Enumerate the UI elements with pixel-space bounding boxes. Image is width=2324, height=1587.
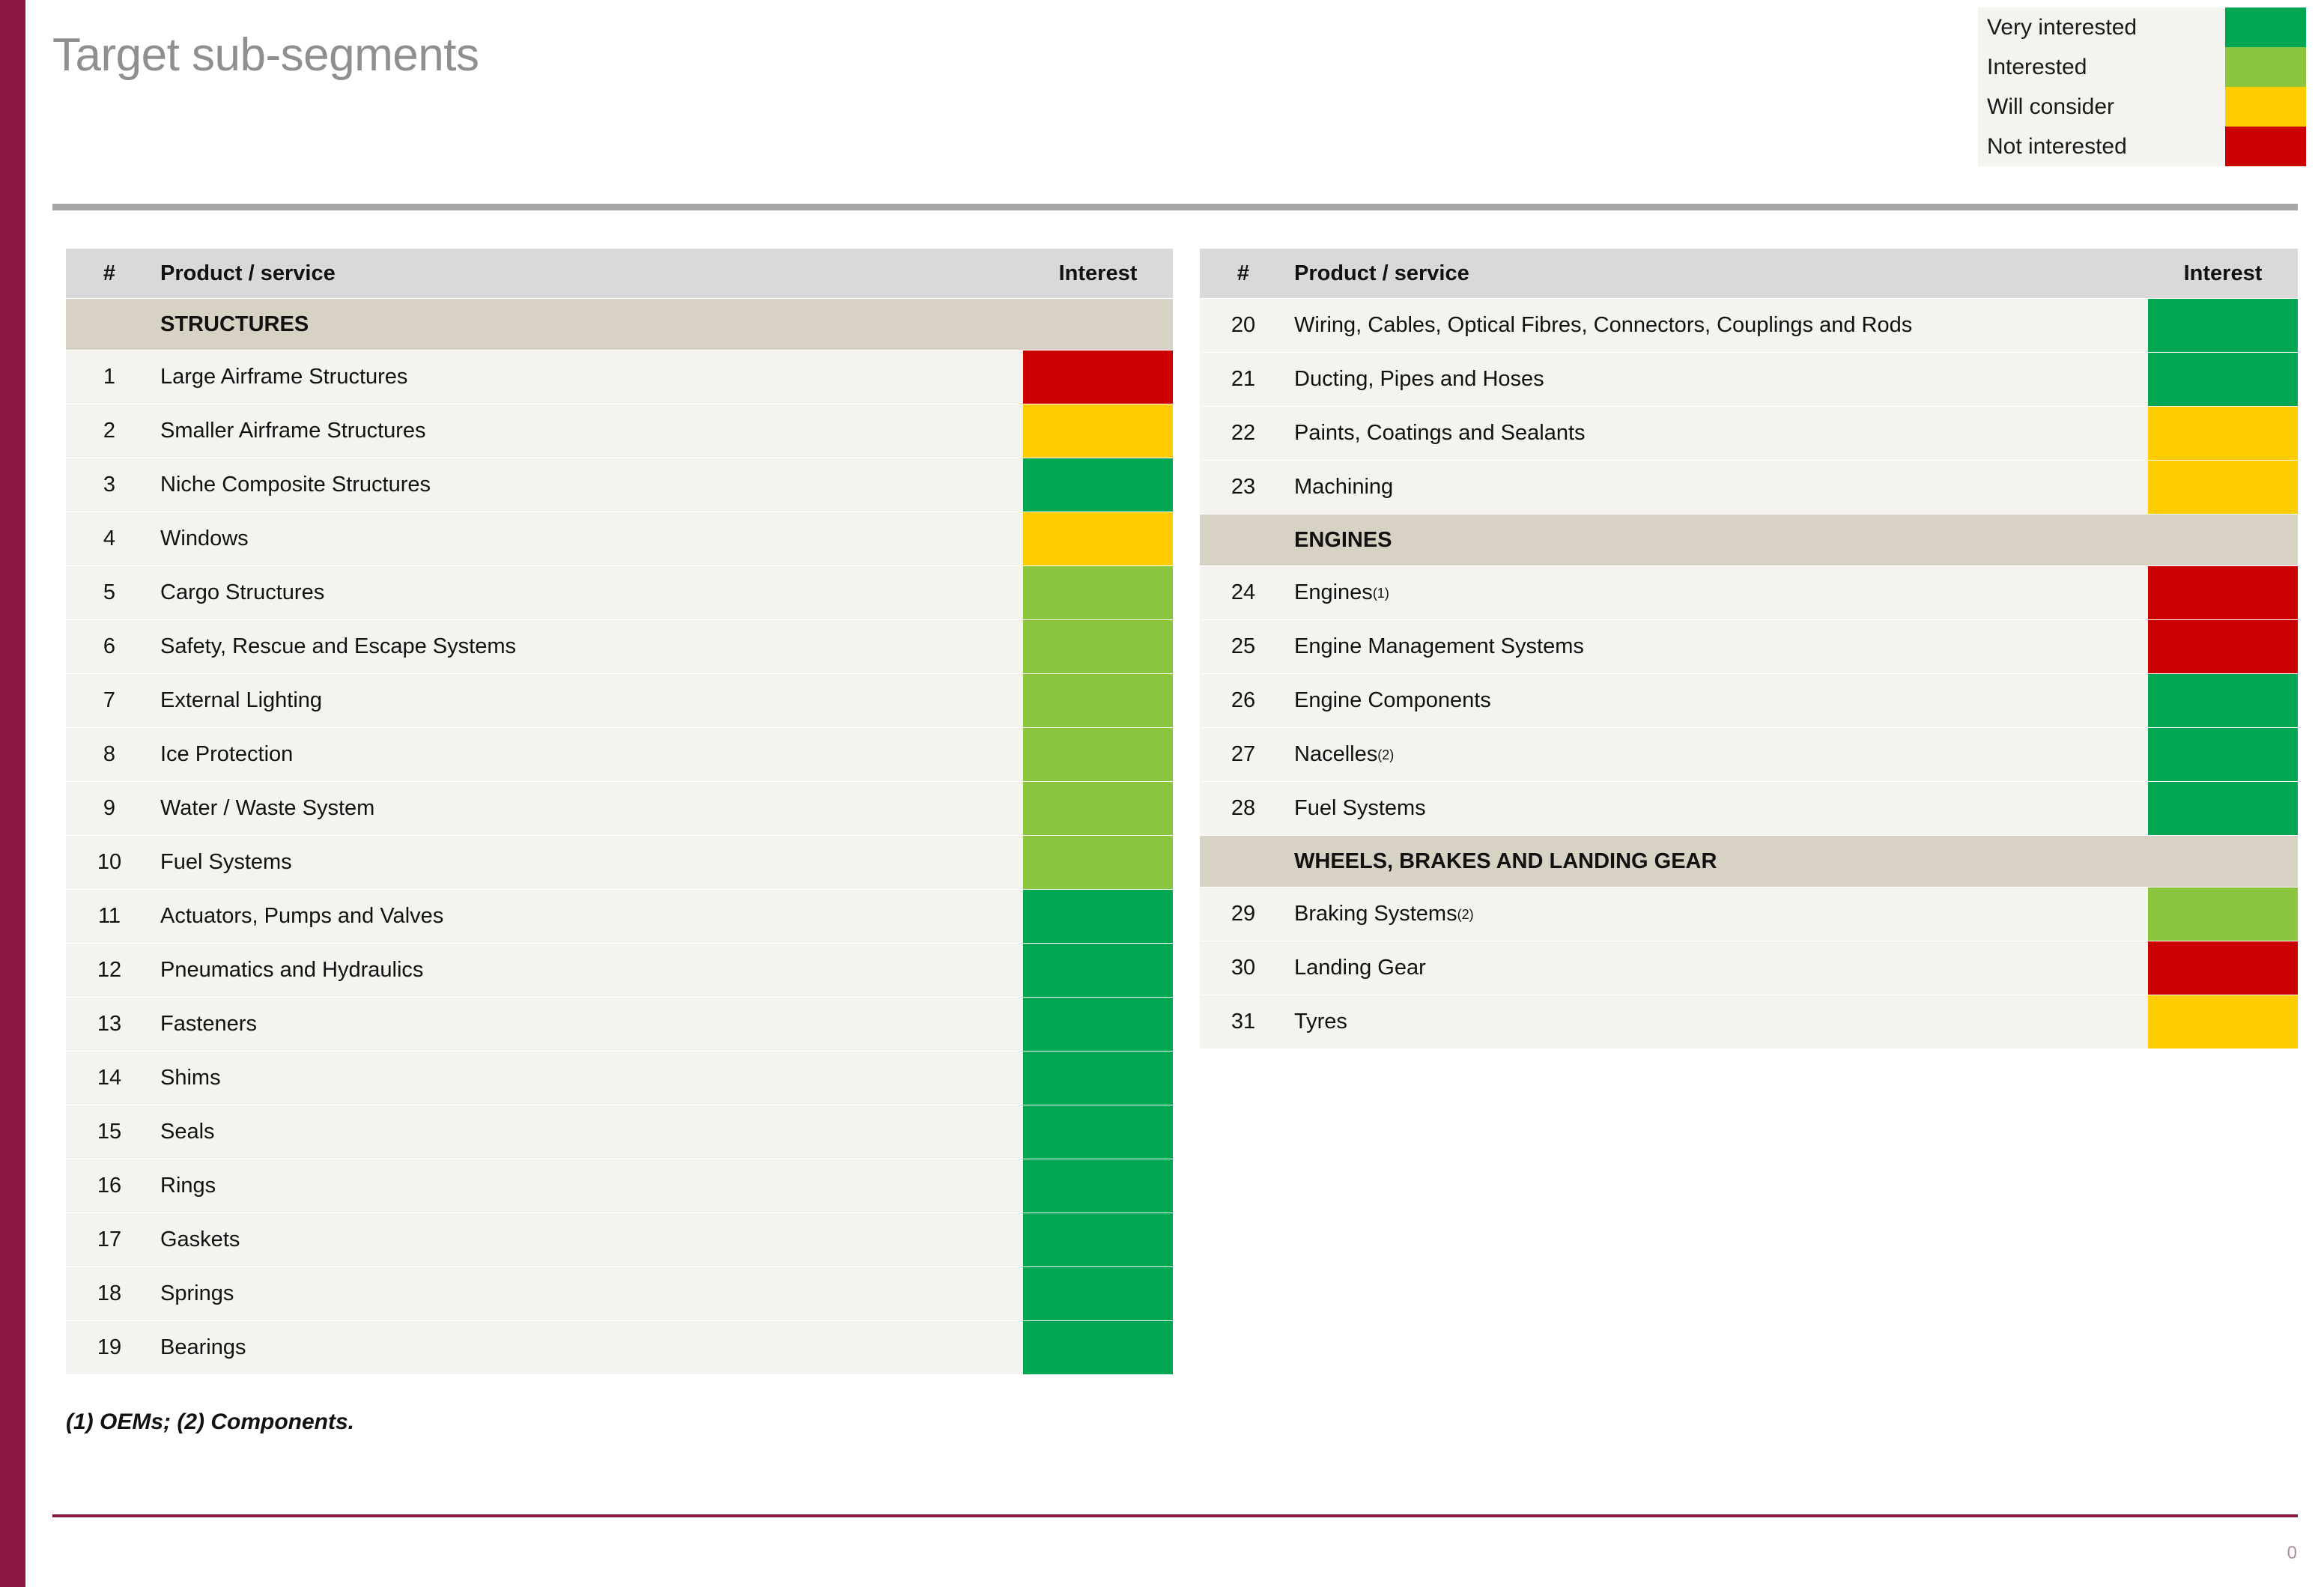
row-product-name: [153, 458, 1023, 512]
row-product-label: Machining: [1294, 475, 1394, 499]
row-product-name: [1287, 674, 2148, 727]
row-interest-cell: [1023, 836, 1173, 889]
column-header-interest: Interest: [1058, 261, 1138, 285]
table-row: [66, 1159, 1173, 1213]
row-number: 31: [1231, 1010, 1256, 1034]
interest-swatch: [1023, 944, 1173, 997]
header-divider: [52, 204, 2298, 210]
row-number: 14: [97, 1066, 122, 1090]
row-interest-cell: [2148, 674, 2298, 727]
row-product-name: [153, 944, 1023, 997]
row-product-label: Paints, Coatings and Sealants: [1294, 421, 1586, 445]
row-interest-cell: [2148, 353, 2298, 406]
row-product-label: Cargo Structures: [160, 580, 325, 604]
row-product-name: [153, 890, 1023, 943]
row-product-name: Braking Systems (2): [1294, 902, 1474, 926]
group-label: WHEELS, BRAKES AND LANDING GEAR: [1294, 849, 1717, 873]
table-row: [1200, 728, 2298, 782]
row-interest-cell: [1023, 1159, 1173, 1213]
row-interest-cell: [1023, 404, 1173, 458]
interest-swatch: [1023, 836, 1173, 889]
row-product-label: Shims: [160, 1066, 221, 1090]
interest-swatch: [2148, 299, 2298, 352]
legend-row: [1978, 7, 2306, 47]
column-header-number: #: [103, 261, 116, 285]
row-product-label: Tyres: [1294, 1010, 1347, 1034]
row-product-name: [153, 566, 1023, 619]
row-number: 27: [1231, 742, 1256, 766]
row-product-label: Pneumatics and Hydraulics: [160, 958, 424, 982]
table-structures: [66, 249, 1173, 1375]
row-product-label: Landing Gear: [1294, 956, 1426, 980]
row-product-name: [153, 1105, 1023, 1159]
table-row: [66, 890, 1173, 944]
column-header-product: Product / service: [1294, 261, 1469, 285]
row-number: 21: [1231, 367, 1256, 391]
row-product-label: Braking Systems: [1294, 902, 1457, 926]
group-number-cell: [1200, 836, 1287, 887]
page-number: 0: [2287, 1543, 2297, 1563]
interest-swatch: [1023, 351, 1173, 404]
interest-swatch: [1023, 1321, 1173, 1374]
table-row: [66, 674, 1173, 728]
footnote: (1) OEMs; (2) Components.: [66, 1410, 355, 1434]
interest-swatch: [1023, 728, 1173, 781]
interest-swatch: [1023, 566, 1173, 619]
row-product-name: Nacelles (2): [1294, 742, 1395, 766]
table-row: [1200, 941, 2298, 995]
table-engines-wheels: [1200, 249, 2298, 1049]
legend-row: [1978, 47, 2306, 87]
interest-swatch: [2148, 674, 2298, 727]
row-interest-cell: [2148, 407, 2298, 460]
legend-swatch: [2225, 7, 2306, 47]
column-header-product: Product / service: [160, 261, 336, 285]
table-row: [66, 1213, 1173, 1267]
legend-swatch: [2225, 87, 2306, 127]
interest-swatch: [2148, 941, 2298, 995]
table-row: [66, 1052, 1173, 1105]
table-row: [1200, 461, 2298, 515]
table-group-row: [1200, 836, 2298, 887]
row-interest-cell: [2148, 995, 2298, 1049]
row-product-name: [1287, 407, 2148, 460]
interest-swatch: [1023, 890, 1173, 943]
footer-divider: [52, 1514, 2298, 1517]
row-product-name: [153, 1159, 1023, 1213]
table-header-row: [1200, 249, 2298, 299]
row-interest-cell: [1023, 1267, 1173, 1320]
group-interest-cell: [2148, 836, 2298, 887]
row-product-name: [1287, 353, 2148, 406]
row-product-label: Smaller Airframe Structures: [160, 419, 426, 443]
table-row: [1200, 620, 2298, 674]
table-row: [1200, 674, 2298, 728]
table-row: [1200, 782, 2298, 836]
table-row: [1200, 566, 2298, 620]
table-row: [66, 782, 1173, 836]
row-product-label: Rings: [160, 1174, 216, 1198]
group-label: ENGINES: [1294, 527, 1392, 552]
row-product-name: [153, 512, 1023, 565]
row-product-label: Springs: [160, 1281, 234, 1305]
legend-label: Will consider: [1987, 94, 2115, 119]
row-interest-cell: [2148, 620, 2298, 673]
row-number: 25: [1231, 634, 1256, 658]
row-product-name: [1287, 782, 2148, 835]
table-row: [66, 998, 1173, 1052]
row-product-name: [1287, 995, 2148, 1049]
table-row: [1200, 353, 2298, 407]
row-product-name: [1287, 941, 2148, 995]
table-row: [1200, 887, 2298, 941]
row-interest-cell: [2148, 887, 2298, 941]
table-row: [66, 1267, 1173, 1321]
table-row: [66, 512, 1173, 566]
row-product-name: [153, 998, 1023, 1051]
row-number: 20: [1231, 313, 1256, 337]
interest-swatch: [2148, 995, 2298, 1049]
table-row: [66, 944, 1173, 998]
row-number: 9: [103, 796, 116, 820]
row-product-label: Gaskets: [160, 1228, 240, 1251]
interest-swatch: [1023, 458, 1173, 512]
row-interest-cell: [1023, 458, 1173, 512]
row-number: 29: [1231, 902, 1256, 926]
row-number: 28: [1231, 796, 1256, 820]
row-interest-cell: [2148, 461, 2298, 514]
row-interest-cell: [2148, 566, 2298, 619]
row-product-name: [153, 782, 1023, 835]
row-number: 4: [103, 527, 116, 550]
row-number: 1: [103, 365, 116, 389]
interest-swatch: [1023, 1052, 1173, 1105]
table-row: [66, 728, 1173, 782]
row-product-label: Fuel Systems: [1294, 796, 1426, 820]
row-interest-cell: [2148, 728, 2298, 781]
row-interest-cell: [1023, 782, 1173, 835]
table-row: [66, 836, 1173, 890]
row-product-name: [153, 1213, 1023, 1266]
table-row: [66, 1321, 1173, 1375]
table-row: [1200, 407, 2298, 461]
row-product-label: Niche Composite Structures: [160, 473, 431, 497]
table-row: [66, 458, 1173, 512]
row-product-label: Engines: [1294, 580, 1373, 604]
row-product-name: [1287, 461, 2148, 514]
interest-swatch: [1023, 1159, 1173, 1213]
interest-swatch: [2148, 566, 2298, 619]
row-product-name: [153, 1267, 1023, 1320]
row-product-label: Water / Waste System: [160, 796, 375, 820]
table-row: [1200, 995, 2298, 1049]
row-product-label: Ice Protection: [160, 742, 294, 766]
interest-swatch: [2148, 620, 2298, 673]
page-title: Target sub-segments: [52, 29, 479, 81]
group-interest-cell: [2148, 515, 2298, 565]
row-number: 8: [103, 742, 116, 766]
accent-side-bar: [0, 0, 25, 1587]
row-number: 12: [97, 958, 122, 982]
row-product-name: [153, 620, 1023, 673]
row-product-label: Windows: [160, 527, 249, 550]
row-number: 19: [97, 1335, 122, 1359]
row-product-label: Engine Components: [1294, 688, 1491, 712]
row-number: 13: [97, 1012, 122, 1036]
row-product-label: Seals: [160, 1120, 215, 1144]
row-interest-cell: [1023, 1213, 1173, 1266]
interest-swatch: [2148, 728, 2298, 781]
row-product-name: [153, 404, 1023, 458]
group-label: STRUCTURES: [160, 312, 309, 336]
row-product-label: Safety, Rescue and Escape Systems: [160, 634, 516, 658]
interest-swatch: [1023, 998, 1173, 1051]
group-interest-cell: [1023, 299, 1173, 350]
interest-swatch: [1023, 1213, 1173, 1266]
row-interest-cell: [2148, 299, 2298, 352]
row-interest-cell: [1023, 620, 1173, 673]
row-number: 23: [1231, 475, 1256, 499]
row-number: 30: [1231, 956, 1256, 980]
row-number: 3: [103, 473, 116, 497]
legend-swatch: [2225, 127, 2306, 166]
row-number: 5: [103, 580, 116, 604]
interest-swatch: [2148, 407, 2298, 460]
row-product-name: [153, 351, 1023, 404]
legend-label: Interested: [1987, 54, 2087, 79]
interest-swatch: [1023, 1105, 1173, 1159]
row-product-label: Fuel Systems: [160, 850, 292, 874]
row-product-label: Actuators, Pumps and Valves: [160, 904, 444, 928]
interest-swatch: [1023, 674, 1173, 727]
row-interest-cell: [2148, 782, 2298, 835]
interest-swatch: [2148, 887, 2298, 941]
column-header-number: #: [1237, 261, 1250, 285]
table-row: [66, 1105, 1173, 1159]
table-header-row: [66, 249, 1173, 299]
group-number-cell: [1200, 515, 1287, 565]
legend-row: [1978, 127, 2306, 166]
interest-swatch: [1023, 782, 1173, 835]
row-number: 15: [97, 1120, 122, 1144]
legend-row: [1978, 87, 2306, 127]
table-row: [66, 351, 1173, 404]
row-interest-cell: [1023, 1105, 1173, 1159]
row-interest-cell: [1023, 890, 1173, 943]
row-product-name: [153, 728, 1023, 781]
row-number: 16: [97, 1174, 122, 1198]
row-interest-cell: [1023, 674, 1173, 727]
row-interest-cell: [1023, 512, 1173, 565]
interest-swatch: [2148, 353, 2298, 406]
legend-label: Very interested: [1987, 14, 2138, 40]
row-product-name: [1287, 620, 2148, 673]
table-group-row: [1200, 515, 2298, 566]
row-product-label: Large Airframe Structures: [160, 365, 408, 389]
interest-swatch: [2148, 461, 2298, 514]
row-interest-cell: [1023, 728, 1173, 781]
table-row: [1200, 299, 2298, 353]
group-number-cell: [66, 299, 153, 350]
row-number: 11: [97, 904, 121, 928]
row-interest-cell: [2148, 941, 2298, 995]
column-header-interest: Interest: [2183, 261, 2263, 285]
table-row: [66, 620, 1173, 674]
row-product-name: [153, 1052, 1023, 1105]
table-group-row: [66, 299, 1173, 351]
row-interest-cell: [1023, 351, 1173, 404]
row-interest-cell: [1023, 998, 1173, 1051]
row-number: 17: [97, 1228, 122, 1251]
legend-label: Not interested: [1987, 133, 2127, 159]
row-product-label: Nacelles: [1294, 742, 1378, 766]
interest-swatch: [1023, 404, 1173, 458]
row-interest-cell: [1023, 1052, 1173, 1105]
row-number: 2: [103, 419, 116, 443]
row-product-name: Engines (1): [1294, 580, 1389, 604]
row-number: 6: [103, 634, 116, 658]
row-number: 7: [103, 688, 116, 712]
row-product-label: Ducting, Pipes and Hoses: [1294, 367, 1544, 391]
row-interest-cell: [1023, 944, 1173, 997]
interest-swatch: [2148, 782, 2298, 835]
row-number: 10: [97, 850, 122, 874]
table-row: [66, 404, 1173, 458]
row-number: 18: [97, 1281, 122, 1305]
row-interest-cell: [1023, 1321, 1173, 1374]
table-row: [66, 566, 1173, 620]
row-product-name: [1287, 299, 2148, 352]
interest-swatch: [1023, 620, 1173, 673]
row-interest-cell: [1023, 566, 1173, 619]
row-number: 22: [1231, 421, 1256, 445]
row-product-name: [153, 674, 1023, 727]
row-product-name: [153, 836, 1023, 889]
legend-swatch: [2225, 47, 2306, 87]
interest-swatch: [1023, 1267, 1173, 1320]
row-product-name: [153, 1321, 1023, 1374]
row-number: 24: [1231, 580, 1256, 604]
row-product-label: Engine Management Systems: [1294, 634, 1584, 658]
row-product-label: External Lighting: [160, 688, 323, 712]
row-product-label: Wiring, Cables, Optical Fibres, Connectors, Couplings and Rods: [1294, 313, 1913, 337]
row-product-label: Fasteners: [160, 1012, 257, 1036]
row-number: 26: [1231, 688, 1256, 712]
row-product-label: Bearings: [160, 1335, 246, 1359]
interest-swatch: [1023, 512, 1173, 565]
legend: [1978, 7, 2306, 166]
